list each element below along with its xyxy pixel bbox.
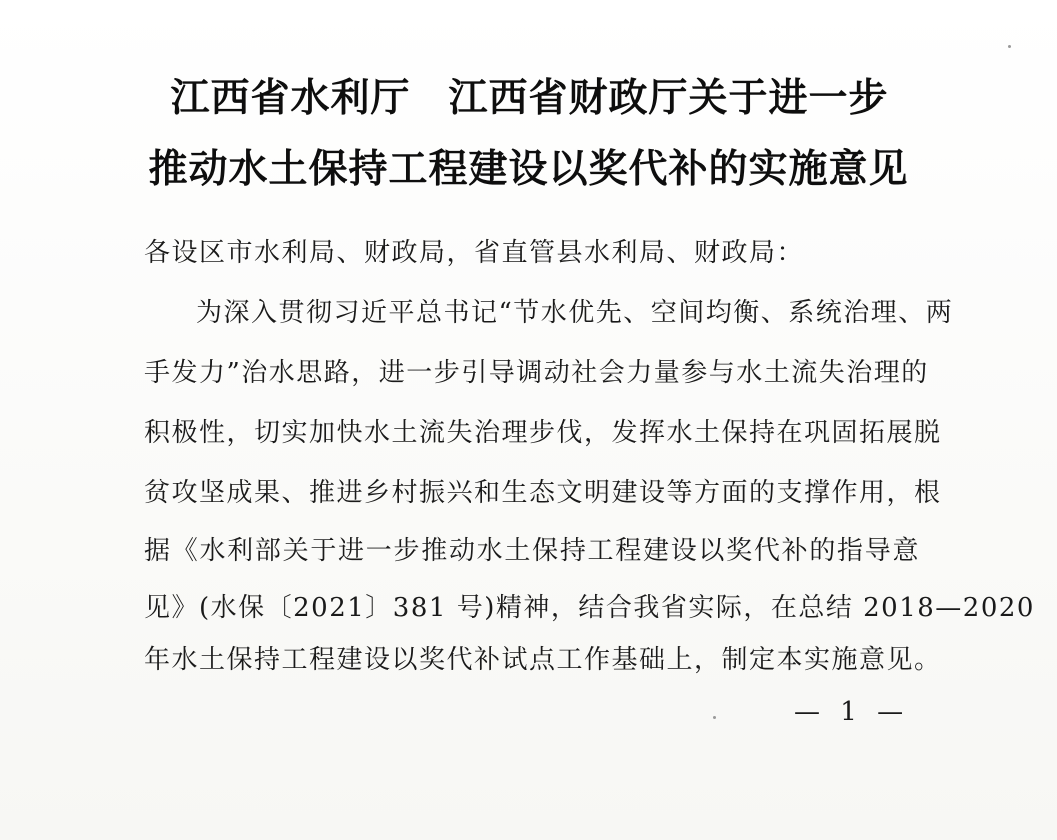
title-issuer-water: 江西省水利厅 bbox=[170, 75, 411, 121]
paragraph-line: 贫攻坚成果、推进乡村振兴和生态文明建设等方面的支撑作用，根 bbox=[144, 478, 942, 508]
paragraph-line: 积极性，切实加快水土流失治理步伐，发挥水土保持在巩固拓展脱 bbox=[144, 418, 942, 448]
paragraph-line: 手发力”治水思路，进一步引导调动社会力量参与水土流失治理的 bbox=[144, 358, 929, 388]
paragraph-line: 为深入贯彻习近平总书记“节水优先、空间均衡、系统治理、两 bbox=[196, 298, 954, 328]
document-title-line-1 bbox=[1, 76, 1057, 120]
paragraph-line: 年水土保持工程建设以奖代补试点工作基础上，制定本实施意见。 bbox=[144, 645, 942, 675]
paragraph-line: 见》(水保〔2021〕381 号)精神，结合我省实际，在总结 2018—2020 bbox=[144, 593, 1035, 623]
scan-speck bbox=[713, 716, 716, 719]
title-issuer-finance: 江西省财政厅关于进一步 bbox=[448, 75, 889, 121]
salutation: 各设区市水利局、财政局，省直管县水利局、财政局： bbox=[144, 238, 805, 268]
document-title-line-2: 推动水土保持工程建设以奖代补的实施意见 bbox=[148, 146, 909, 192]
paragraph-line: 据《水利部关于进一步推动水土保持工程建设以奖代补的指导意 bbox=[144, 536, 920, 566]
page-number: — 1 — bbox=[794, 697, 910, 727]
scan-speck bbox=[1008, 45, 1011, 48]
